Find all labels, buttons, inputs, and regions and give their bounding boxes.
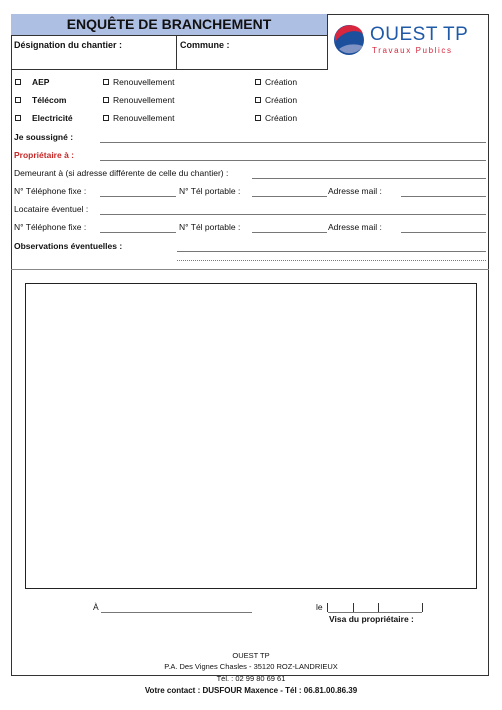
tel-fixe-field[interactable] <box>100 196 176 197</box>
electricite-creation-label: Création <box>265 113 298 123</box>
logo-name: OUEST TP <box>370 24 469 45</box>
aep-renouvellement-checkbox[interactable] <box>103 79 109 85</box>
locataire-field[interactable] <box>100 214 486 215</box>
a-field[interactable] <box>101 612 252 613</box>
demeurant-field[interactable] <box>252 178 486 179</box>
designation-label: Désignation du chantier : <box>14 40 123 50</box>
sketch-area[interactable] <box>25 283 477 589</box>
soussigne-label: Je soussigné : <box>14 132 74 142</box>
telecom-creation-checkbox[interactable] <box>255 97 261 103</box>
footer-tel: Tél. : 02 99 80 69 61 <box>216 674 286 683</box>
tel-fixe-label: N° Téléphone fixe : <box>14 186 87 196</box>
soussigne-field[interactable] <box>100 142 486 143</box>
telecom-creation-label: Création <box>265 95 298 105</box>
electricite-label: Electricité <box>32 113 73 123</box>
logo-subtitle: Travaux Publics <box>372 46 453 55</box>
observations-line-2[interactable] <box>177 260 486 261</box>
adresse-mail-locataire-field[interactable] <box>401 232 486 233</box>
observations-label: Observations éventuelles : <box>14 241 123 251</box>
observations-field[interactable] <box>177 251 486 252</box>
telecom-renouvellement-checkbox[interactable] <box>103 97 109 103</box>
page-title: ENQUÊTE DE BRANCHEMENT <box>11 14 328 36</box>
electricite-renouvellement-label: Renouvellement <box>113 113 175 123</box>
telecom-label: Télécom <box>32 95 67 105</box>
visa-label: Visa du propriétaire : <box>329 614 414 624</box>
le-label: le <box>316 602 323 612</box>
proprietaire-label: Propriétaire à : <box>14 150 74 160</box>
tel-portable-locataire-field[interactable] <box>252 232 327 233</box>
tel-portable-label: N° Tél portable : <box>179 186 241 196</box>
commune-label: Commune : <box>180 40 230 50</box>
tel-fixe-locataire-field[interactable] <box>100 232 176 233</box>
aep-renouvellement-label: Renouvellement <box>113 77 175 87</box>
telecom-checkbox[interactable] <box>15 97 21 103</box>
locataire-label: Locataire éventuel : <box>14 204 89 214</box>
tel-portable-field[interactable] <box>252 196 327 197</box>
footer-contact: Votre contact : DUSFOUR Maxence - Tél : 06.81.00.86.39 <box>144 686 358 695</box>
header-divider <box>176 36 177 70</box>
demeurant-label: Demeurant à (si adresse différente de celle du chantier) : <box>14 168 229 178</box>
adresse-mail-field[interactable] <box>401 196 486 197</box>
adresse-mail-locataire-label: Adresse mail : <box>328 222 382 232</box>
electricite-creation-checkbox[interactable] <box>255 115 261 121</box>
company-logo <box>330 16 486 68</box>
electricite-renouvellement-checkbox[interactable] <box>103 115 109 121</box>
aep-creation-checkbox[interactable] <box>255 79 261 85</box>
electricite-checkbox[interactable] <box>15 115 21 121</box>
a-label: À <box>93 602 99 612</box>
aep-creation-label: Création <box>265 77 298 87</box>
tel-fixe-locataire-label: N° Téléphone fixe : <box>14 222 87 232</box>
aep-checkbox[interactable] <box>15 79 21 85</box>
tel-portable-locataire-label: N° Tél portable : <box>179 222 241 232</box>
section-divider <box>11 269 489 270</box>
proprietaire-field[interactable] <box>100 160 486 161</box>
footer-address: P.A. Des Vignes Chasles - 35120 ROZ-LANDRIEUX <box>164 662 338 671</box>
telecom-renouvellement-label: Renouvellement <box>113 95 175 105</box>
aep-label: AEP <box>32 77 50 87</box>
adresse-mail-label: Adresse mail : <box>328 186 382 196</box>
footer-company: OUEST TP <box>232 651 270 660</box>
